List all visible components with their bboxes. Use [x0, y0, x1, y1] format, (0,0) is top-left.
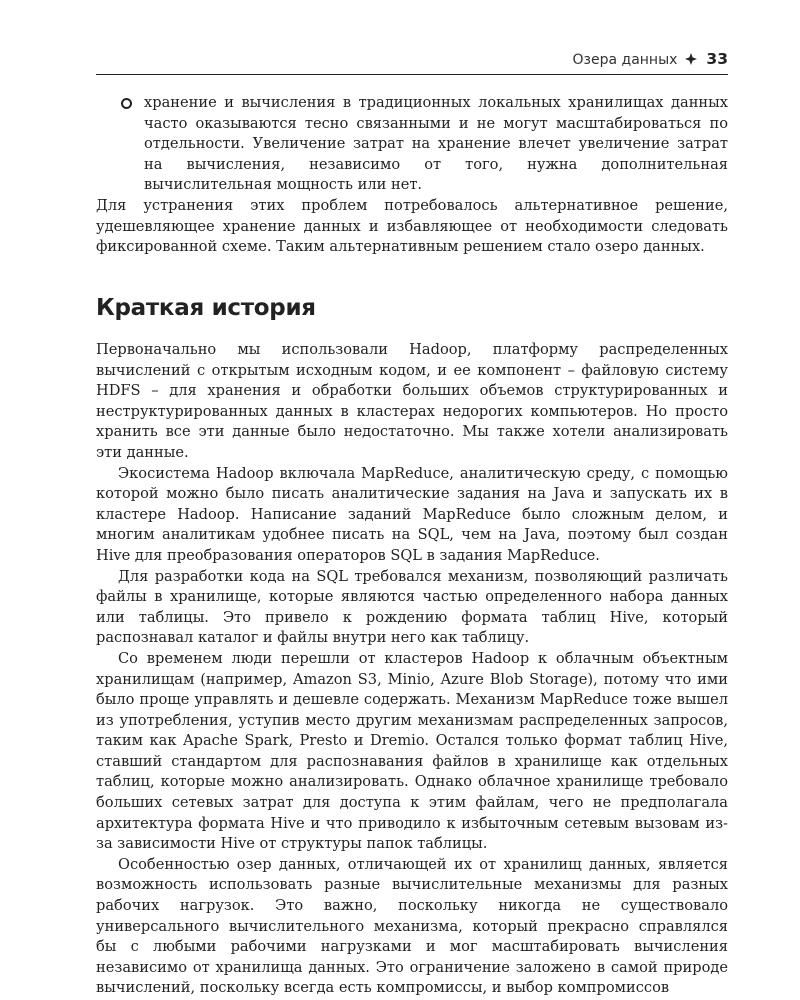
bullet-list — [96, 93, 728, 196]
paragraph: Для разработки кода на SQL требовался механизм, позволяющий различать файлы в хранилище, которые являются частью определенного набора данных или таблицы. Это привело к рождению формата таблиц Hive, который распознавал каталог и файлы внутри него как таблицу. — [96, 567, 728, 647]
body-text — [96, 340, 728, 999]
section-heading: Краткая история — [96, 295, 316, 321]
running-head-right — [573, 50, 728, 68]
list-item — [96, 93, 728, 196]
paragraph: Со временем люди перешли от кластеров Hadoop к облачным объектным хранилищам (например, Amazon S3, Minio, Azure Blob Storage), потому что ими было проще управлять и дешевле содержать. Механизм MapReduce тоже вышел из употребления, уступив место другим механизмам распределенных запросов, таким как Apache Spark, Presto и Dremio. Остался только формат таблиц Hive, ставший стандартом для распознавания файлов в хранилище как отдельных таблиц, которые можно анализировать. Однако облачное хранилище требовало больших сетевых затрат для доступа к этим файлам, чего не предполагала архитектура формата Hive и что приводило к избыточным сетевым вызовам из-за зависимости Hive от структуры папок таблицы. — [96, 649, 728, 853]
running-head-section-title: Озера данных — [572, 52, 678, 68]
paragraph: Первоначально мы использовали Hadoop, платформу распределенных вычислений с открытым исходным кодом, и ее компонент – файловую систему HDFS – для хранения и обработки больших объемов структурированных и неструктурированных данных в кластерах недорогих компьютеров. Но просто хранить все эти данные было недостаточно. Мы также хотели анализировать эти данные. — [96, 341, 728, 461]
list-item-text: хранение и вычисления в традиционных локальных хранилищах данных часто оказываются тесно связанными и не могут масштабироваться по отдельности. Увеличение затрат на хранение влечет увеличение затрат на вычисления, независимо от того, нужна дополнительная вычислительная мощность или нет. — [144, 94, 728, 194]
running-head — [96, 44, 728, 75]
circle-bullet-icon — [121, 98, 132, 109]
paragraph: Экосистема Hadoop включала MapReduce, аналитическую среду, с помощью которой можно было писать аналитические задания на Java и запускать их в кластере Hadoop. Написание заданий MapReduce было сложным делом, и многим аналитикам удобнее писать на SQL, чем на Java, поэтому был создан Hive для преобразования операторов SQL в задания MapReduce. — [96, 464, 728, 564]
paragraph: Особенностью озер данных, отличающей их от хранилищ данных, является возможность использовать разные вычислительные механизмы для разных рабочих нагрузок. Это важно, поскольку никогда не существовало универсального вычислительного механизма, который прекрасно справлялся бы с любыми рабочими нагрузками и мог масштабировать вычисления независимо от хранилища данных. Это ограничение заложено в самой природе вычислений, поскольку всегда есть компромиссы, и выбор компромиссов — [96, 855, 728, 997]
intro-paragraph: Для устранения этих проблем потребовалось альтернативное решение, удешевляющее хранение данных и избавляющее от необходимости следовать фиксированной схеме. Таким альтернативным решением стало озеро данных. — [96, 197, 728, 256]
ornament-icon — [685, 53, 697, 65]
page-number: 33 — [706, 50, 728, 68]
